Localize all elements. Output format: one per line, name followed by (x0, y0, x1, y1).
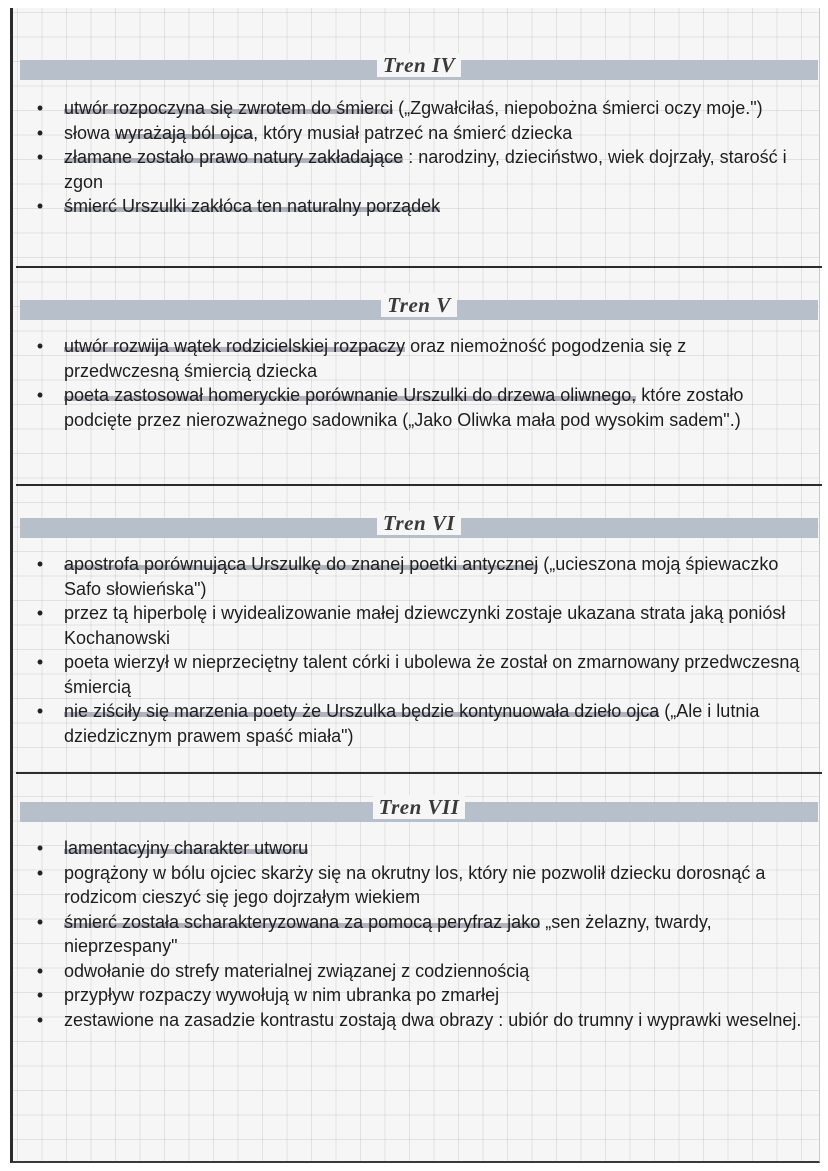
bullet-icon: • (36, 862, 44, 883)
bullet-list (16, 552, 822, 748)
highlighted-text: wyrażają ból ojca (115, 122, 254, 143)
item-text: utwór rozwija wątek rodzicielskiej rozpaczy oraz niemożność pogodzenia się z przedwczesną śmiercią dziecka (64, 336, 687, 381)
item-text: słowa wyrażają ból ojca, który musiał patrzeć na śmierć dziecka (64, 122, 573, 143)
list-item (16, 1008, 822, 1033)
highlighted-text: apostrofa porównująca Urszulkę do znanej poetki antycznej (64, 554, 539, 574)
bullet-icon: • (36, 196, 44, 216)
list-item (16, 552, 822, 601)
item-text (64, 196, 440, 216)
highlighted-text: śmierć Urszulki zakłóca ten naturalny porządek (64, 196, 441, 216)
bullet-list (16, 836, 822, 1032)
list-item (16, 983, 822, 1008)
highlighted-text: lamentacyjny charakter utworu (64, 838, 309, 858)
section-divider (16, 266, 822, 268)
bullet-icon: • (36, 122, 44, 143)
section-title: Tren VII (16, 795, 822, 820)
bullet-icon: • (36, 98, 44, 118)
bullet-list (16, 96, 822, 219)
bullet-icon: • (36, 385, 44, 405)
item-text: śmierć została scharakteryzowana za pomocą peryfraz jako „sen żelazny, twardy, nieprzespany" (64, 911, 712, 956)
item-text: poeta wierzył w nieprzeciętny talent córki i ubolewa że został on zmarnowany przedwczesną śmiercią (64, 652, 800, 697)
section-divider (16, 772, 822, 774)
bullet-icon: • (36, 652, 44, 672)
bullet-icon: • (36, 603, 44, 623)
list-item (16, 96, 822, 121)
highlighted-text: nie ziściły się marzenia poety że Urszulka będzie kontynuowała dzieło ojca (64, 701, 660, 721)
list-item (16, 861, 822, 910)
section-title: Tren IV (16, 53, 822, 78)
list-item (16, 650, 822, 699)
bullet-icon: • (36, 147, 44, 167)
list-item (16, 145, 822, 194)
highlighted-text: złamane zostało prawo natury zakładające (64, 147, 404, 167)
section-title: Tren VI (16, 511, 822, 536)
list-item (16, 601, 822, 650)
highlighted-text: utwór rozwija wątek rodzicielskiej rozpaczy (64, 336, 406, 356)
list-item (16, 121, 822, 146)
list-item (16, 699, 822, 748)
item-text: nie ziściły się marzenia poety że Urszulka będzie kontynuowała dzieło ojca („Ale i lutnia dziedzicznym prawem spaść miała") (64, 701, 760, 746)
bullet-icon: • (36, 838, 44, 858)
list-item (16, 383, 822, 432)
bullet-icon: • (36, 911, 44, 932)
list-item (16, 334, 822, 383)
highlighted-text: poeta zastosował homeryckie porównanie Urszulki do drzewa oliwnego, (64, 385, 637, 405)
item-text: odwołanie do strefy materialnej związanej z codziennością (64, 960, 530, 981)
item-text: złamane zostało prawo natury zakładające : narodziny, dzieciństwo, wiek dojrzały, starość i zgon (64, 147, 787, 192)
list-item (16, 194, 822, 219)
highlighted-text: utwór rozpoczyna się zwrotem do śmierci (64, 98, 394, 118)
list-item (16, 836, 822, 861)
item-text: przez tą hiperbolę i wyidealizowanie małej dziewczynki zostaje ukazana strata jaką poniósł Kochanowski (64, 603, 786, 648)
note-page (10, 8, 820, 1163)
item-text (64, 838, 308, 858)
section-divider (16, 484, 822, 486)
bullet-icon: • (36, 336, 44, 356)
bullet-icon: • (36, 960, 44, 981)
item-text: poeta zastosował homeryckie porównanie Urszulki do drzewa oliwnego, które zostało podcięte przez nierozważnego sadownika („Jako Oliwka mała pod wysokim sadem".) (64, 385, 744, 430)
highlighted-text: śmierć została scharakteryzowana za pomocą peryfraz jako (64, 911, 541, 932)
bullet-icon: • (36, 1009, 44, 1030)
item-text: pogrążony w bólu ojciec skarży się na okrutny los, który nie pozwolił dziecku dorosnąć a rodzicom cieszyć się jego dojrzałym wiekiem (64, 862, 766, 907)
bullet-list (16, 334, 822, 432)
item-text: przypływ rozpaczy wywołują w nim ubranka po zmarłej (64, 985, 500, 1005)
item-text: utwór rozpoczyna się zwrotem do śmierci („Zgwałciłaś, niepobożna śmierci oczy moje.") (64, 98, 763, 118)
bullet-icon: • (36, 701, 44, 721)
item-text: apostrofa porównująca Urszulkę do znanej poetki antycznej („ucieszona moją śpiewaczko Safo słowieńska") (64, 554, 779, 599)
bullet-icon: • (36, 985, 44, 1005)
list-item (16, 910, 822, 959)
bullet-icon: • (36, 554, 44, 574)
item-text: zestawione na zasadzie kontrastu zostają dwa obrazy : ubiór do trumny i wyprawki weselnej. (64, 1009, 802, 1030)
section-title: Tren V (16, 293, 822, 318)
list-item (16, 959, 822, 984)
